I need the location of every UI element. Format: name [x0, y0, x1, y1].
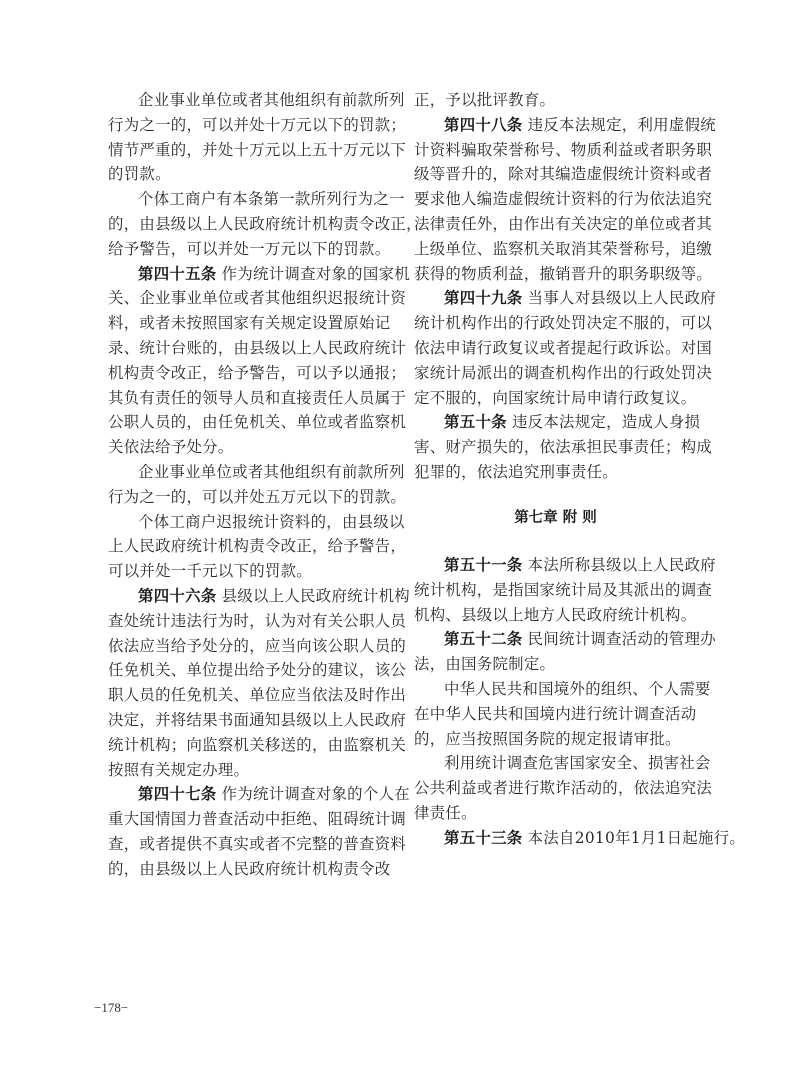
- text-line: [108, 437, 234, 457]
- text-line: [108, 636, 406, 656]
- text-line: [108, 214, 422, 234]
- line-text: 利用统计调查危害国家安全、损害社会: [444, 754, 711, 773]
- line-text: 公共利益或者进行欺诈活动的，依法追究法: [414, 779, 713, 798]
- article-heading-line: [444, 629, 716, 649]
- line-text: 的，由县级以上人民政府统计机构责令改: [108, 859, 391, 878]
- line-text: 料，或者未按照国家有关规定设置原始记: [108, 314, 391, 333]
- article-heading-line: [444, 115, 716, 135]
- line-text: 任免机关、单位提出给予处分的建议，该公: [108, 661, 407, 680]
- text-line: [108, 685, 406, 705]
- line-text: 法，由国务院制定。: [414, 655, 556, 674]
- text-line: [414, 462, 618, 482]
- article-heading-line: [444, 555, 716, 575]
- text-line: [108, 760, 249, 780]
- line-text: 机构责令改正，给予警告，可以予以通报；: [108, 363, 407, 382]
- text-line: [414, 239, 712, 259]
- line-text: 重大国情国力普查活动中拒绝、阻碍统计调: [108, 810, 407, 829]
- article-number: 第四十五条: [138, 264, 217, 283]
- text-line: [414, 803, 477, 823]
- line-text: 要求他人编造虚假统计资料的行为依法追究: [414, 190, 713, 209]
- article-heading-line: [444, 288, 716, 308]
- text-line: [414, 605, 696, 625]
- line-text: 上级单位、监察机关取消其荣誉称号，追缴: [414, 239, 713, 258]
- text-line: [414, 264, 712, 284]
- line-text: 违反本法规定，造成人身损: [506, 413, 701, 432]
- line-text: 的，由县级以上人民政府统计机构责令改正，: [108, 215, 422, 233]
- line-text: 可以并处一千元以下的罚款。: [108, 562, 312, 581]
- line-text: 中华人民共和国境外的组织、个人需要: [444, 680, 711, 698]
- article-number: 第四十六条: [138, 587, 217, 605]
- text-line: [414, 140, 712, 160]
- line-text: 在中华人民共和国境内进行统计调查活动: [414, 704, 697, 723]
- text-line: [108, 363, 406, 383]
- line-text: 关依法给予处分。: [108, 438, 234, 457]
- line-text: 查处统计违法行为时，认为对有关公职人员: [108, 611, 407, 630]
- article-number: 第四十七条: [138, 785, 217, 804]
- article-number: 第五十三条: [444, 828, 523, 847]
- line-text: 情节严重的，并处十万元以上五十万元以下: [108, 140, 407, 159]
- line-text: 依法申请行政复议或者提起行政诉讼。对国: [414, 339, 713, 357]
- text-line: [138, 90, 405, 110]
- line-text: 其负有责任的领导人员和直接责任人员属于: [108, 388, 407, 407]
- text-line: [108, 487, 406, 507]
- text-line: [414, 654, 555, 674]
- line-text: 犯罪的，依法追究刑事责任。: [414, 463, 618, 481]
- line-text: 职人员的任免机关、单位应当依法及时作出: [108, 686, 407, 705]
- article-number: 第五十条: [444, 413, 507, 432]
- line-text: 计资料骗取荣誉称号、物质利益或者职务职: [414, 140, 713, 159]
- text-line: [414, 313, 712, 333]
- line-text: 依法应当给予处分的，应当向该公职人员的: [108, 636, 407, 655]
- line-text: 统计机构作出的行政处罚决定不服的，可以: [414, 314, 713, 333]
- line-text: 按照有关规定办理。: [108, 760, 250, 779]
- line-text: 本法所称县级以上人民政府: [522, 556, 716, 574]
- text-line: [108, 834, 406, 854]
- article-heading-line: [138, 264, 410, 284]
- text-line: [108, 388, 406, 408]
- text-line: [414, 164, 712, 184]
- article-heading-line: [444, 828, 745, 848]
- line-text: 企业事业单位或者其他组织有前款所列: [138, 91, 405, 109]
- line-text: 定不服的，向国家统计局申请行政复议。: [414, 388, 697, 407]
- text-line: [108, 115, 406, 135]
- chapter-heading: 第七章 附 则: [514, 510, 597, 526]
- text-line: [138, 462, 405, 482]
- line-text: 录、统计台账的，由县级以上人民政府统计: [108, 339, 407, 357]
- text-line: [414, 778, 712, 798]
- line-text: 给予警告，可以并处一万元以下的罚款。: [108, 239, 391, 258]
- text-line: [414, 729, 681, 749]
- text-line: [414, 90, 555, 110]
- line-text: 的，应当按照国务院的规定报请审批。: [414, 729, 681, 748]
- text-line: [414, 388, 696, 408]
- text-line: [108, 735, 406, 755]
- line-text: 个体工商户有本条第一款所列行为之一: [138, 190, 405, 209]
- article-number: 第五十一条: [444, 556, 523, 574]
- line-text: 获得的物质利益，撤销晋升的职务职级等。: [414, 264, 713, 283]
- text-line: [108, 859, 390, 879]
- line-text: 违反本法规定，利用虚假统: [522, 115, 716, 134]
- line-text: 级等晋升的，除对其编造虚假统计资料或者: [414, 165, 713, 184]
- text-line: [108, 164, 171, 184]
- page-number: −178−: [94, 1000, 129, 1015]
- text-line: [108, 536, 406, 556]
- line-text: 正，予以批评教育。: [414, 91, 556, 109]
- text-line: [108, 338, 406, 358]
- line-text: 民间统计调查活动的管理办: [522, 630, 716, 649]
- line-text: 县级以上人民政府统计机构: [216, 587, 410, 605]
- line-text: 个体工商户迟报统计资料的，由县级以: [138, 512, 405, 531]
- line-text: 害、财产损失的，依法承担民事责任；构成: [414, 438, 713, 457]
- line-text: 行为之一的，可以并处五万元以下的罚款。: [108, 487, 407, 506]
- article-heading-line: [444, 412, 700, 432]
- line-text: 作为统计调查对象的个人在: [216, 785, 410, 804]
- text-line: [444, 753, 711, 773]
- line-text: 本法自2010年1月1日起施行。: [522, 828, 746, 847]
- text-line: [414, 580, 712, 600]
- text-line: [444, 679, 711, 699]
- line-text: 律责任。: [414, 804, 477, 822]
- text-line: [108, 313, 390, 333]
- line-text: 机构、县级以上地方人民政府统计机构。: [414, 605, 697, 624]
- text-line: [108, 660, 406, 680]
- article-heading-line: [138, 784, 410, 804]
- line-text: 关、企业事业单位或者其他组织迟报统计资: [108, 289, 407, 308]
- line-text: 查，或者提供不真实或者不完整的普查资料: [108, 835, 407, 853]
- text-line: [108, 710, 406, 730]
- article-number: 第五十二条: [444, 630, 523, 649]
- text-line: [138, 512, 405, 532]
- line-text: 企业事业单位或者其他组织有前款所列: [138, 463, 405, 481]
- article-number: 第四十八条: [444, 115, 523, 134]
- text-line: [108, 809, 406, 829]
- article-number: 第四十九条: [444, 289, 523, 308]
- line-text: 的罚款。: [108, 165, 171, 184]
- text-line: [108, 611, 406, 631]
- text-line: [414, 338, 712, 358]
- text-line: [108, 239, 390, 259]
- line-text: 法律责任外，由作出有关决定的单位或者其: [414, 215, 713, 233]
- line-text: 公职人员的，由任免机关、单位或者监察机: [108, 413, 407, 432]
- text-line: [108, 412, 406, 432]
- line-text: 作为统计调查对象的国家机: [216, 264, 410, 283]
- line-text: 决定，并将结果书面通知县级以上人民政府: [108, 711, 407, 729]
- text-line: [414, 437, 712, 457]
- text-line: [138, 189, 405, 209]
- text-line: [108, 140, 406, 160]
- line-text: 行为之一的，可以并处十万元以下的罚款；: [108, 115, 407, 134]
- text-line: [414, 363, 712, 383]
- line-text: 当事人对县级以上人民政府: [522, 289, 716, 308]
- line-text: 家统计局派出的调查机构作出的行政处罚决: [414, 363, 713, 382]
- line-text: 上人民政府统计机构责令改正，给予警告，: [108, 537, 407, 556]
- article-heading-line: [138, 586, 410, 606]
- line-text: 统计机构；向监察机关移送的，由监察机关: [108, 735, 407, 754]
- text-line: [414, 189, 712, 209]
- line-text: 统计机构，是指国家统计局及其派出的调查: [414, 580, 713, 599]
- text-line: [108, 561, 312, 581]
- text-line: [108, 288, 406, 308]
- text-line: [414, 214, 712, 234]
- text-line: [414, 704, 696, 724]
